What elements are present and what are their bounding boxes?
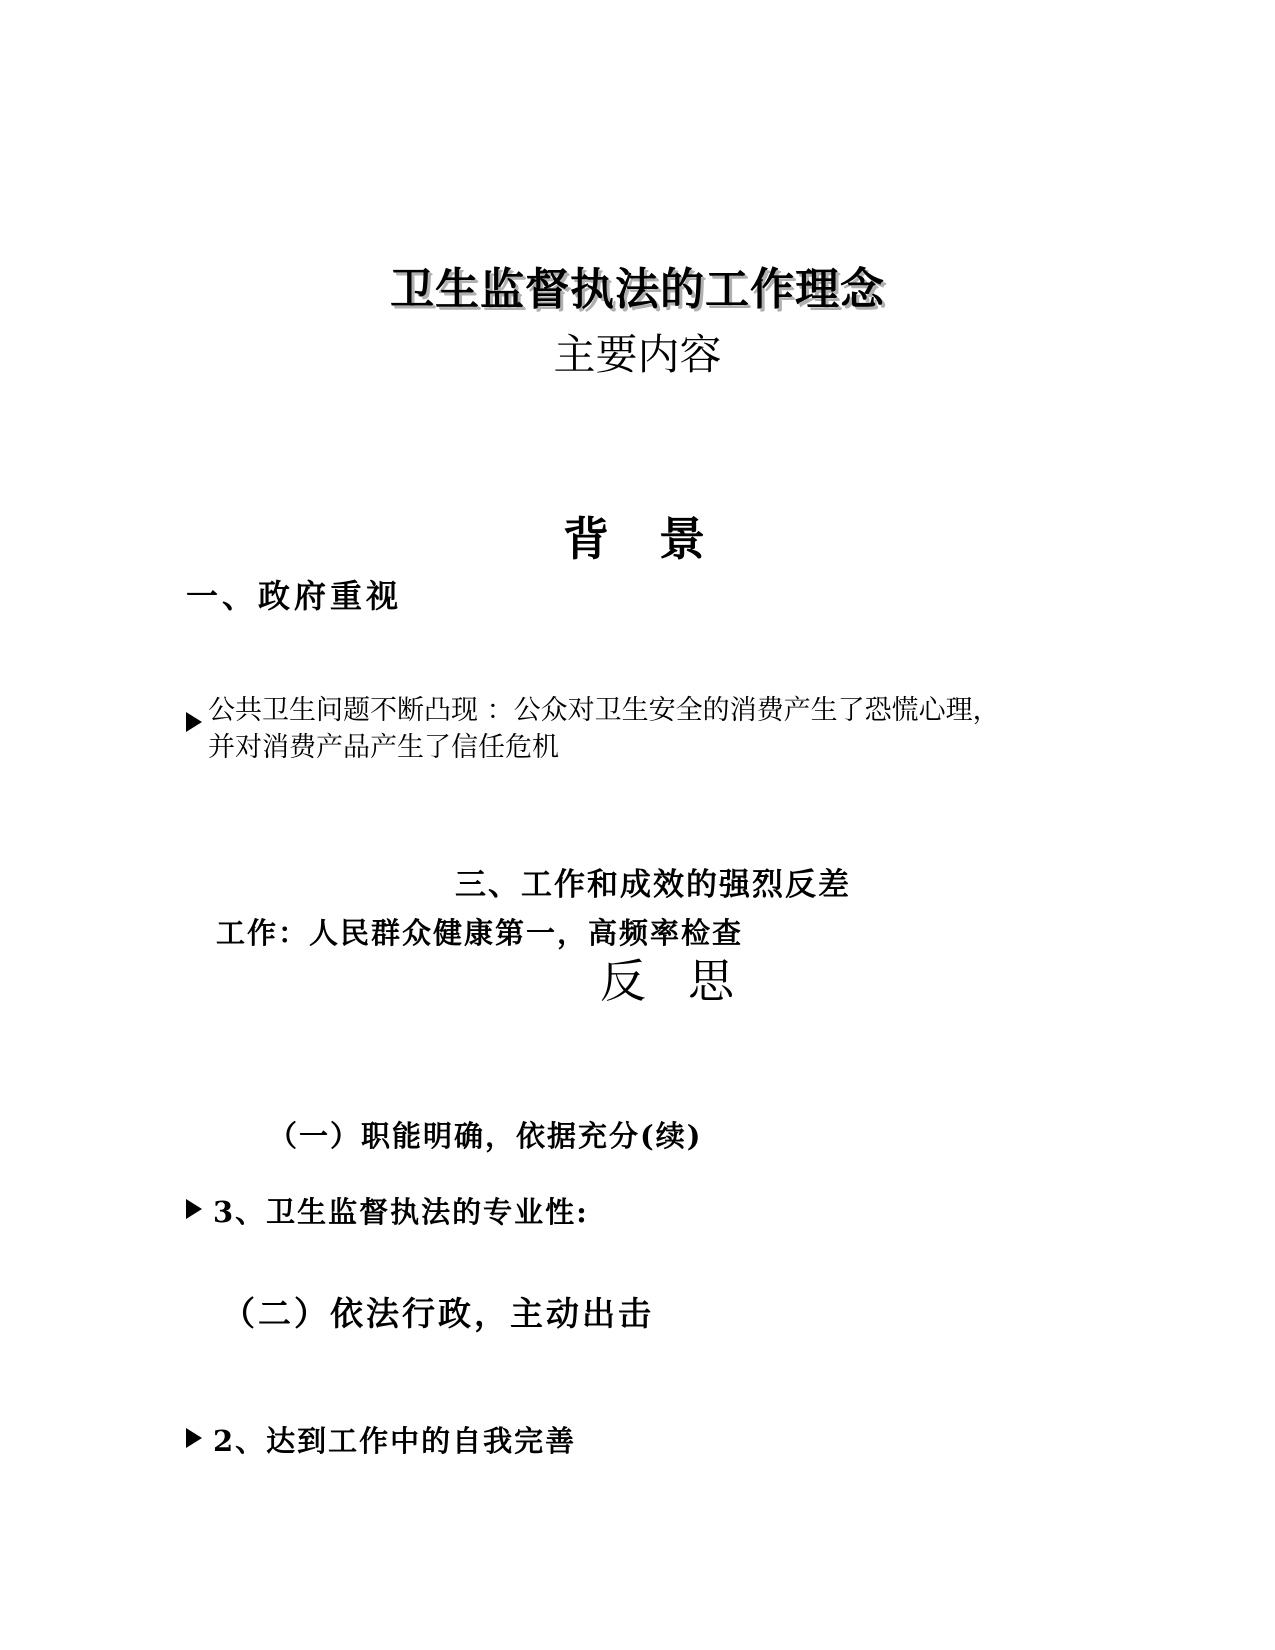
subheading-one: （一）职能明确，依据充分(续) xyxy=(268,1119,703,1153)
arrow-bullet-icon xyxy=(186,1428,202,1448)
heading-government: 一、政府重视 xyxy=(186,577,403,615)
document-title: 卫生监督执法的工作理念 xyxy=(390,264,885,315)
work-line: 工作：人民群众健康第一，高频率检查 xyxy=(216,916,744,950)
subheading-two: （二）依法行政，主动出击 xyxy=(222,1294,654,1333)
arrow-bullet-icon xyxy=(186,1199,202,1219)
item-three: 3、卫生监督执法的专业性: xyxy=(213,1195,589,1229)
arrow-bullet-icon xyxy=(186,712,202,732)
section-heading-background: 背景 xyxy=(563,512,755,566)
bullet-text-line-2: 并对消费产品产生了信任危机 xyxy=(208,732,559,763)
item-two: 2、达到工作中的自我完善 xyxy=(213,1424,577,1458)
heading-contrast: 三、工作和成效的强烈反差 xyxy=(455,867,851,903)
bullet-text-line-1: 公共卫生问题不断凸现 ：公众对卫生安全的消费产生了恐慌心理， xyxy=(208,695,1000,726)
document-subtitle: 主要内容 xyxy=(553,330,722,379)
section-heading-reflection: 反思 xyxy=(600,954,776,1008)
